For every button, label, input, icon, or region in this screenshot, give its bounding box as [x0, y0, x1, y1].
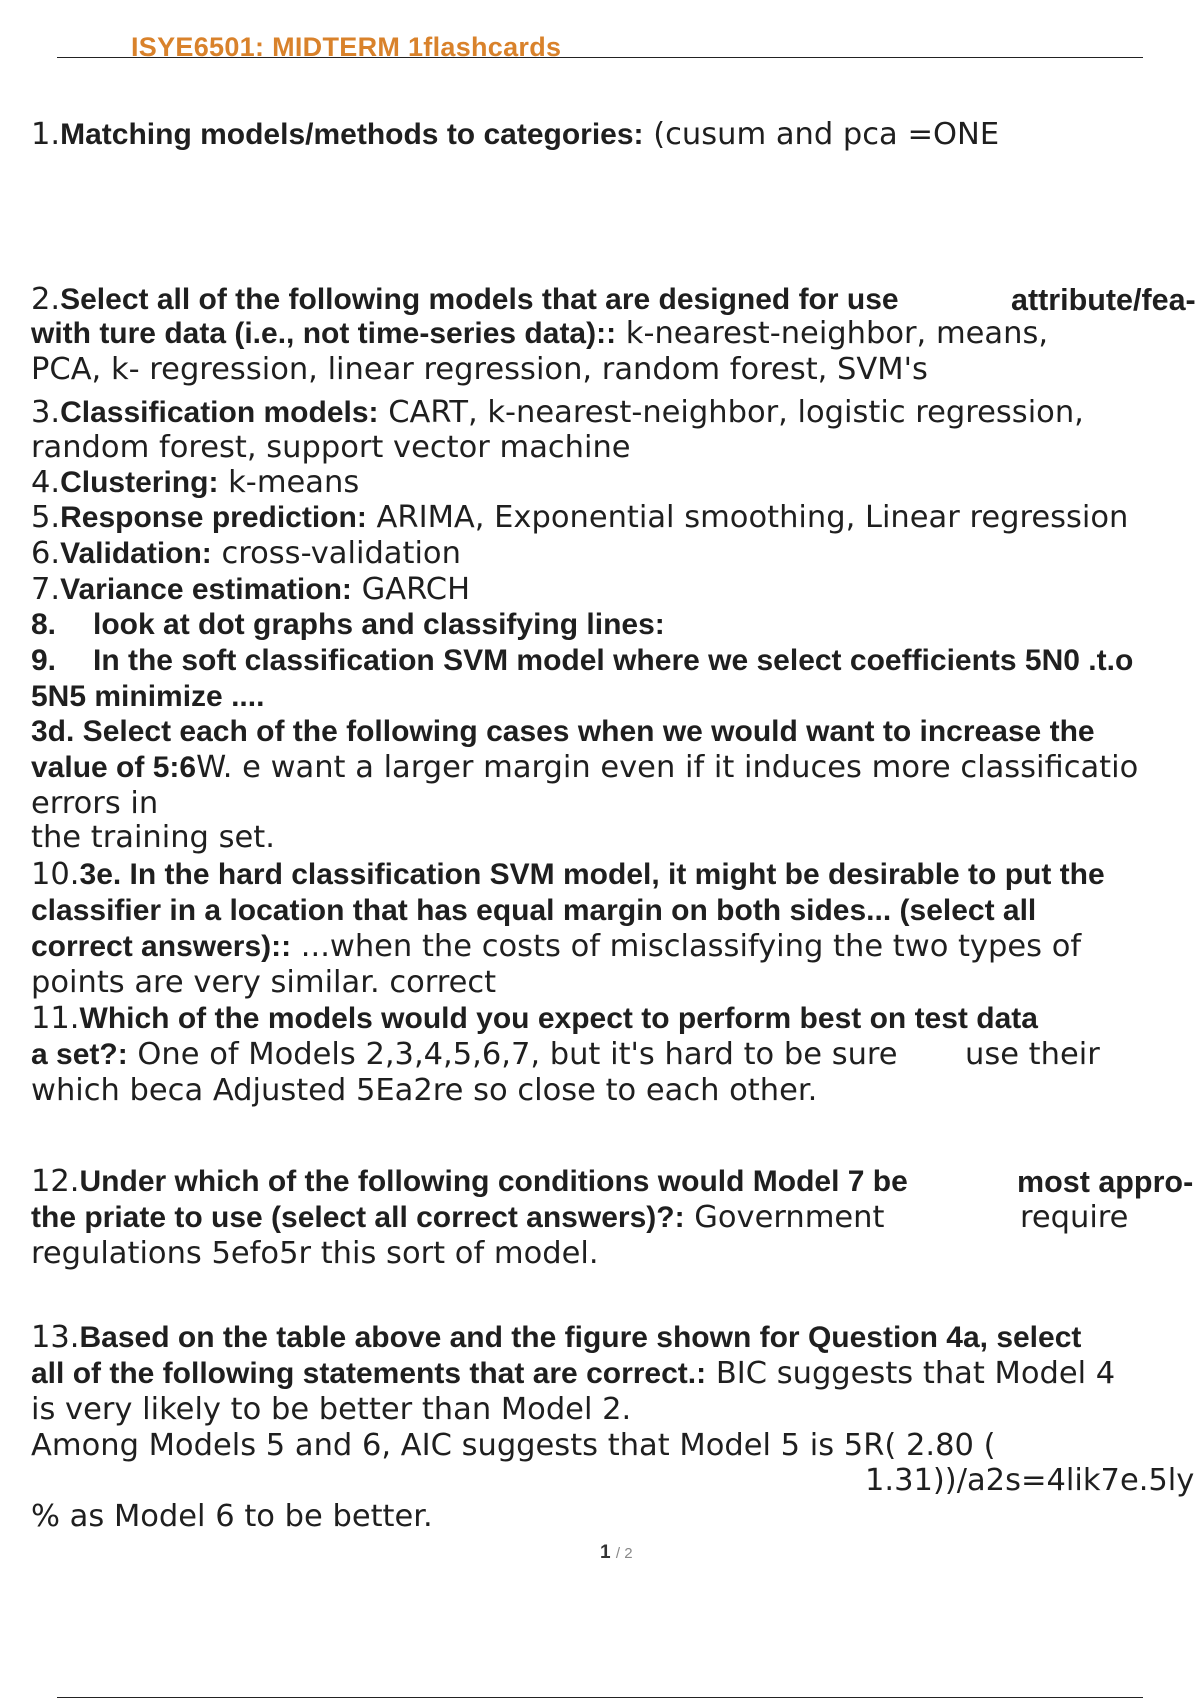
- flashcard-7: [31, 572, 470, 608]
- question-text: 3e. In the hard classification SVM model, it might be desirable to put the: [79, 858, 1105, 891]
- flashcard-9-line-2: [31, 679, 264, 715]
- flashcard-11-line-3: [31, 1073, 817, 1109]
- flashcard-11-line-2: [31, 1037, 898, 1073]
- answer-text: % as Model 6 to be better.: [31, 1499, 433, 1534]
- question-text: correct answers)::: [31, 930, 292, 963]
- flashcard-10-line-4: [31, 965, 496, 1001]
- flashcard-8: [31, 607, 665, 643]
- question-fragment: most appro-: [1017, 1165, 1194, 1199]
- answer-text: points are very similar. correct: [31, 965, 497, 1000]
- answer-text: (cusum and pca =: [643, 117, 933, 152]
- flashcard-3d-line-4: [31, 820, 275, 856]
- flashcard-3d-line-3: [31, 786, 158, 822]
- flashcard-3: [31, 395, 1084, 431]
- flashcard-13-line-3: [31, 1392, 631, 1428]
- page-total: / 2: [615, 1545, 633, 1562]
- flashcard-11: [31, 1001, 1038, 1037]
- answer-text: PCA, k- regression, linear regression, random forest, SVM's: [31, 352, 928, 387]
- answer-text: Government: [684, 1200, 885, 1235]
- flashcard-2-line-3: [31, 352, 928, 388]
- question-text: Select all of the following models that are designed for use: [60, 283, 899, 316]
- question-text: 3d. Select each of the following cases when we would want to increase the: [31, 715, 1095, 748]
- page-current: 1: [600, 1542, 611, 1563]
- item-number: 6.: [31, 536, 61, 571]
- flashcard-13-line-6: [31, 1499, 433, 1535]
- answer-text: the training set.: [31, 820, 275, 855]
- answer-text: regulations 5efo5r this sort of model.: [31, 1236, 599, 1271]
- flashcard-6: [31, 536, 461, 572]
- item-number: 9.: [31, 644, 57, 677]
- question-text: In the soft classification SVM model where we select coefficients 5N0 .t.o: [93, 644, 1134, 677]
- answer-text: Among Models 5 and 6, AIC suggests that Model 5 is 5R( 2.80 (: [31, 1428, 996, 1463]
- question-text: Validation:: [60, 537, 212, 570]
- item-number: 5.: [31, 500, 61, 535]
- question-text: Classification models:: [60, 396, 379, 429]
- document-title: ISYE6501: MIDTERM 1flashcards: [131, 32, 562, 62]
- question-text: classifier in a location that has equal margin on both sides... (select all: [31, 894, 1037, 927]
- answer-text: random forest, support vector machine: [31, 430, 631, 465]
- answer-text: GARCH: [351, 572, 471, 607]
- item-number: 11.: [31, 1001, 80, 1036]
- flashcard-10-line-2: [31, 893, 1036, 929]
- answer-fragment: 1.31))/a2s=4lik7e.5ly: [865, 1463, 1195, 1498]
- answer-text: which beca Adjusted 5Ea2re so close to each other.: [31, 1073, 818, 1108]
- item-number: 13.: [31, 1320, 80, 1355]
- answer-text: One of Models 2,3,4,5,6,7, but it's hard to be sure: [127, 1037, 898, 1072]
- question-text: Under which of the following conditions would Model 7 be: [79, 1165, 908, 1198]
- answer-fragment: use their: [965, 1037, 1100, 1072]
- answer-text: CART, k-nearest-neighbor, logistic regression,: [378, 395, 1084, 430]
- flashcard-13-line-2: [31, 1356, 1115, 1392]
- question-text: value of 5:6: [31, 751, 197, 784]
- item-number: 3.: [31, 395, 61, 430]
- answer-text: ...when the costs of misclassifying the two types of: [291, 929, 1082, 964]
- question-fragment: attribute/fea-: [1011, 283, 1196, 317]
- question-text: Response prediction:: [60, 501, 367, 534]
- flashcard-12: [31, 1164, 908, 1200]
- flashcard-2: [31, 282, 899, 318]
- flashcard-12-line-2: [31, 1200, 884, 1236]
- answer-text: is very likely to be better than Model 2.: [31, 1392, 632, 1427]
- answer-text: errors in: [31, 786, 159, 821]
- item-number: 2.: [31, 282, 61, 317]
- item-number: 10.: [31, 857, 80, 892]
- page-indicator: [600, 1542, 633, 1564]
- question-text: Matching models/methods to categories:: [60, 118, 644, 151]
- question-text: with ture data (i.e., not time-series data)::: [31, 317, 617, 350]
- answer-text: cross-validation: [211, 536, 461, 571]
- question-text: 5N5 minimize ....: [31, 680, 265, 713]
- flashcard-5: [31, 500, 1128, 536]
- answer-text: BIC suggests that Model 4: [706, 1356, 1116, 1391]
- item-number: 4.: [31, 465, 61, 500]
- question-text: Which of the models would you expect to perform best on test data: [79, 1002, 1038, 1035]
- question-text: all of the following statements that are correct.:: [31, 1357, 707, 1390]
- question-text: Variance estimation:: [60, 573, 352, 606]
- flashcard-10: [31, 857, 1105, 893]
- flashcard-3-line-2: [31, 430, 631, 466]
- answer-text: W. e want a larger margin even if it induces more classificatio: [196, 750, 1139, 785]
- question-text: look at dot graphs and classifying lines:: [93, 608, 665, 641]
- answer-text: ARIMA, Exponential smoothing, Linear regression: [366, 500, 1129, 535]
- answer-fragment: require: [1020, 1200, 1129, 1235]
- flashcard-2-line-2: [31, 316, 1048, 352]
- answer-text: k-means: [218, 465, 360, 500]
- flashcard-3d-line-2: [31, 750, 1138, 786]
- answer-text: k-nearest-neighbor, means,: [616, 316, 1049, 351]
- answer-tail: ONE: [933, 117, 1000, 152]
- question-text: a set?:: [31, 1038, 128, 1071]
- flashcard-3d: [31, 714, 1095, 750]
- question-text: Clustering:: [60, 466, 219, 499]
- flashcard-10-line-3: [31, 929, 1081, 965]
- item-number: 1.: [31, 117, 61, 152]
- item-number: 12.: [31, 1164, 80, 1199]
- flashcard-12-line-3: [31, 1236, 599, 1272]
- item-number: 7.: [31, 572, 61, 607]
- item-number: 8.: [31, 608, 57, 641]
- flashcard-1: [31, 117, 999, 153]
- flashcard-13-line-4: [31, 1428, 996, 1464]
- footer-rule: [57, 1697, 1143, 1698]
- flashcard-9: [31, 643, 1133, 679]
- question-text: the priate to use (select all correct answers)?:: [31, 1201, 685, 1234]
- flashcard-4: [31, 465, 359, 501]
- question-text: Based on the table above and the figure shown for Question 4a, select: [79, 1321, 1082, 1354]
- flashcard-13: [31, 1320, 1081, 1356]
